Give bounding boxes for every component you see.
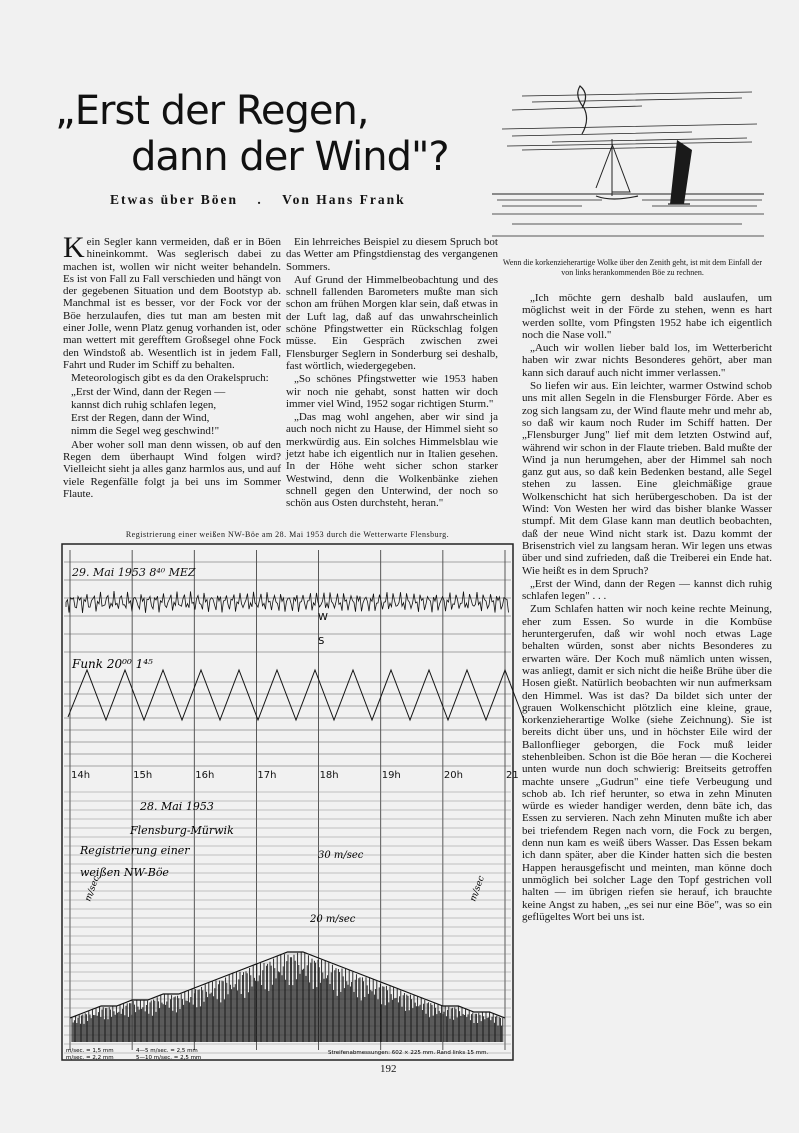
hour-tick-label: 19h [381, 770, 401, 781]
hour-tick-label: 20h [443, 770, 463, 781]
time-note: Funk 20⁰⁰ 1⁴⁵ [72, 657, 153, 671]
article-subtitle [110, 192, 490, 208]
handwritten-note: Flensburg-Mürwik [130, 824, 234, 837]
title-line-2: dann der Wind"? [131, 134, 449, 180]
quote-line: nimm die Segel weg geschwind!" [71, 425, 220, 438]
paragraph: Zum Schlafen hatten wir noch keine rechte Meinung, eher zum Essen. So wurde in die Kombüse heruntergerufen, daß wir wohl noch etwas Lage behalten würden, sonst aber nichts Besonderes zu erwarten wäre. Der Koch muß nämlich unten wissen, was anliegt, damit er sich nicht die heiße Brühe über die Hosen gießt. Natürlich beobachten wir nun aufmerksam den Himmel. Was ist das? Da bildet sich unter der grauen Wolkenschicht plötzlich eine kleine, graue, korkenzieherartige Wolke (siehe Zeichnung). Sie ist bereits dicht über uns, und in höchster Eile wird der Ballonflieger geborgen, die Fock muß leider stehenbleiben. Schon ist die Böe heran — die Kocherei unten wurde nun doch schwierig: Breitseits getroffen machte unsere „Gudrun" eine tiefe Verbeugung und schob ab. Ich rief herunter, so etwa in zehn Minuten würde es wieder handiger werden, denn bäte ich, das Essen zu servieren. Nach zehn Minuten mußte ich aber bei triefendem Regen nach vorn, die Fock zu bergen, denn nun kam es weiß übers Wasser. Das Essen bekam ich dann später, aber die Kinder hatten sich die besten Happen herausgefischt und meinten, man könne doch unmöglich bei solcher Lage den Topf gestrichen voll halten — im übrigen riefen sie herauf, ich brauchte keine Angst zu haben, „es sei nur eine Böe", was so ein geflügeltes Wort bei uns ist. [522, 603, 772, 923]
chart-caption: Registrierung einer weißen NW-Böe am 28. Mai 1953 durch die Wetterwarte Flensburg. [125, 530, 450, 539]
subtitle-author: Von Hans Frank [282, 192, 406, 207]
handwritten-note: 28. Mai 1953 [140, 800, 214, 813]
column-2 [286, 236, 498, 511]
hour-tick-label: 16h [195, 770, 215, 781]
footer-note: 5—10 m/sec. = 2,5 mm [136, 1055, 202, 1061]
hour-tick-label: 17h [257, 770, 277, 781]
drop-cap: K [63, 231, 85, 264]
paragraph [63, 231, 281, 371]
page-number: 192 [380, 1063, 397, 1075]
speed-label: m/sec [83, 874, 102, 904]
quote-line: kannst dich ruhig schlafen legen, [71, 398, 217, 411]
column-3 [522, 292, 772, 924]
paragraph: „So schönes Pfingstwetter wie 1953 haben wir noch nie gehabt, sonst hatten wir doch immer viel Wind, 1952 sogar richtigen Sturm." [286, 373, 498, 410]
footer-note: 4—5 m/sec. = 2,5 mm [136, 1048, 198, 1054]
paragraph: „Erst der Wind, dann der Regen — kannst dich ruhig schlafen legen" . . . [522, 577, 772, 603]
handwritten-note: Registrierung einer [80, 844, 190, 857]
paragraph: „Das mag wohl angehen, aber wir sind ja auch noch nicht zu Hause, der Himmel sieht so merkwürdig aus. Ein solches Himmelsblau wie jetzt habe ich eigentlich nur in Italien gesehen. In der Höhe weht sicher schon starker Westwind, denn die Wolkenbänke ziehen schnell gegen den Unterwind, der noch so schön aus Osten durchsteht, heran." [286, 411, 498, 510]
speed-label: 20 m/sec [310, 914, 356, 925]
article-title [45, 88, 485, 180]
wind-recording-chart [60, 542, 519, 1062]
hour-tick-label: 14h [71, 770, 91, 781]
direction-note: 29. Mai 1953 8⁴⁰ MEZ [72, 566, 196, 579]
paragraph: Auf Grund der Himmelbeobachtung und des schnell fallenden Barometers mußte man sich schon am frühen Morgen klar sein, daß etwas in der Luft lag, daß auf das unwahrscheinlich schöne Pfingstwetter ein Rückschlag folgen müsse. Ein Gespräch zwischen zwei Flensburger Seglern in Sonderburg sei deshalb, fast wörtlich, wiedergegeben. [286, 273, 498, 372]
hour-tick-label: 18h [319, 770, 339, 781]
direction-mark: W [318, 612, 328, 623]
subtitle-topic: Etwas über Böen [110, 192, 239, 207]
footer-note: Streifenabmessungen: 602 × 225 mm. Rand links 15 mm. [328, 1050, 489, 1056]
title-line-1: „Erst der Regen, [55, 88, 369, 134]
quote-line: „Erst der Wind, dann der Regen — [71, 385, 226, 398]
direction-mark: S [318, 636, 325, 647]
column-1 [63, 231, 281, 501]
sketch-caption: Wenn die korkenzieherartige Wolke über den Zenith geht, ist mit dem Einfall der von links herankommenden Böe zu rechnen. [502, 258, 763, 277]
paragraph: „Ich möchte gern deshalb bald auslaufen, um möglichst weit in der Förde zu stehen, wenn es hart werden sollte, vom Pfingsten 1952 habe ich eigentlich noch die Nase voll." [522, 292, 772, 341]
quote-line: Erst der Regen, dann der Wind, [71, 412, 210, 425]
paragraph: Aber woher soll man denn wissen, ob auf den Regen dem überhaupt Wind folgen wird? Vielleicht sieht ja alles ganz harmlos aus, und auf viele Regenfälle folgt ja bei uns im Sommer Flaute. [63, 438, 281, 500]
chart-frame [62, 544, 513, 1060]
paragraph: Meteorologisch gibt es da den Orakelspruch: [71, 372, 269, 385]
paragraph: So liefen wir aus. Ein leichter, warmer Ostwind schob uns mit allen Segeln in die Flensburger Förde. Aber es zog sich langsam zu, der Wind flaute mehr und mehr ab, so daß wir kaum noch Ruder im Schiff hatten. Der „Flensburger Jung" lief mit dem letzten Ostwind auf, während wir schon in der Flaute trieben. Bald mußte der Wind ja nun herumgehen, aber der Himmel sah noch ganz gut aus, so daß kein Bedenken bestand, alle Segel stehen zu lassen. Eine gleichmäßige graue Wolkenschicht hat sich herübergeschoben. Da ist der Wind: Von Westen her wird das bisher blanke Wasser stumpf. Mit dem Glase kann man deutlich beobachten, daß der neue Wind nicht stark ist. Dazu kommt der Brisenstrich viel zu langsam heran. Wir legen uns etwas über und sind zufrieden, daß die Treiberei ein Ende hat. Wie heißt es in dem Spruch? [522, 380, 772, 577]
paragraph: „Auch wir wollen lieber bald los, im Wetterbericht haben wir zwar nichts Besonderes gehört, aber man kann sich darauf auch nicht immer verlassen." [522, 342, 772, 379]
subtitle-separator: . [257, 192, 263, 207]
handwritten-note: weißen NW-Böe [80, 866, 169, 879]
footer-note: m/sec. = 1,5 mm [66, 1048, 114, 1054]
hour-tick-label: 15h [133, 770, 153, 781]
speed-label: m/sec [468, 874, 487, 904]
hour-tick-label: 21 [506, 770, 519, 781]
speed-label: 30 m/sec [318, 850, 364, 861]
sailboat-sketch [492, 84, 764, 254]
gust-band [72, 952, 503, 1042]
time-trace [68, 670, 524, 720]
paragraph: Ein lehrreiches Beispiel zu diesem Spruch bot das Wetter am Pfingstdienstag des vergangenen Sommers. [286, 236, 498, 273]
paragraph-text: ein Segler kann vermeiden, daß er in Böen hineinkommt. Was seglerisch dabei zu machen ist, wollen wir nicht weiter behandeln. Es ist von Fall zu Fall verschieden und hängt von der gegebenen Situation und dem Bootstyp ab. Manchmal ist es besser, vor der Fock vor der Böe herzulaufen, dies tut man am besten mit einer Jolle, wenn Platz genug vorhanden ist, oder man wettert mit gerefftem Großsegel ohne Fock den Windstoß ab. Wesentlich ist in jedem Fall, Fahrt und Ruder im Schiff zu behalten. [63, 236, 281, 371]
footer-note: m/sec. = 2,2 mm [66, 1055, 114, 1061]
